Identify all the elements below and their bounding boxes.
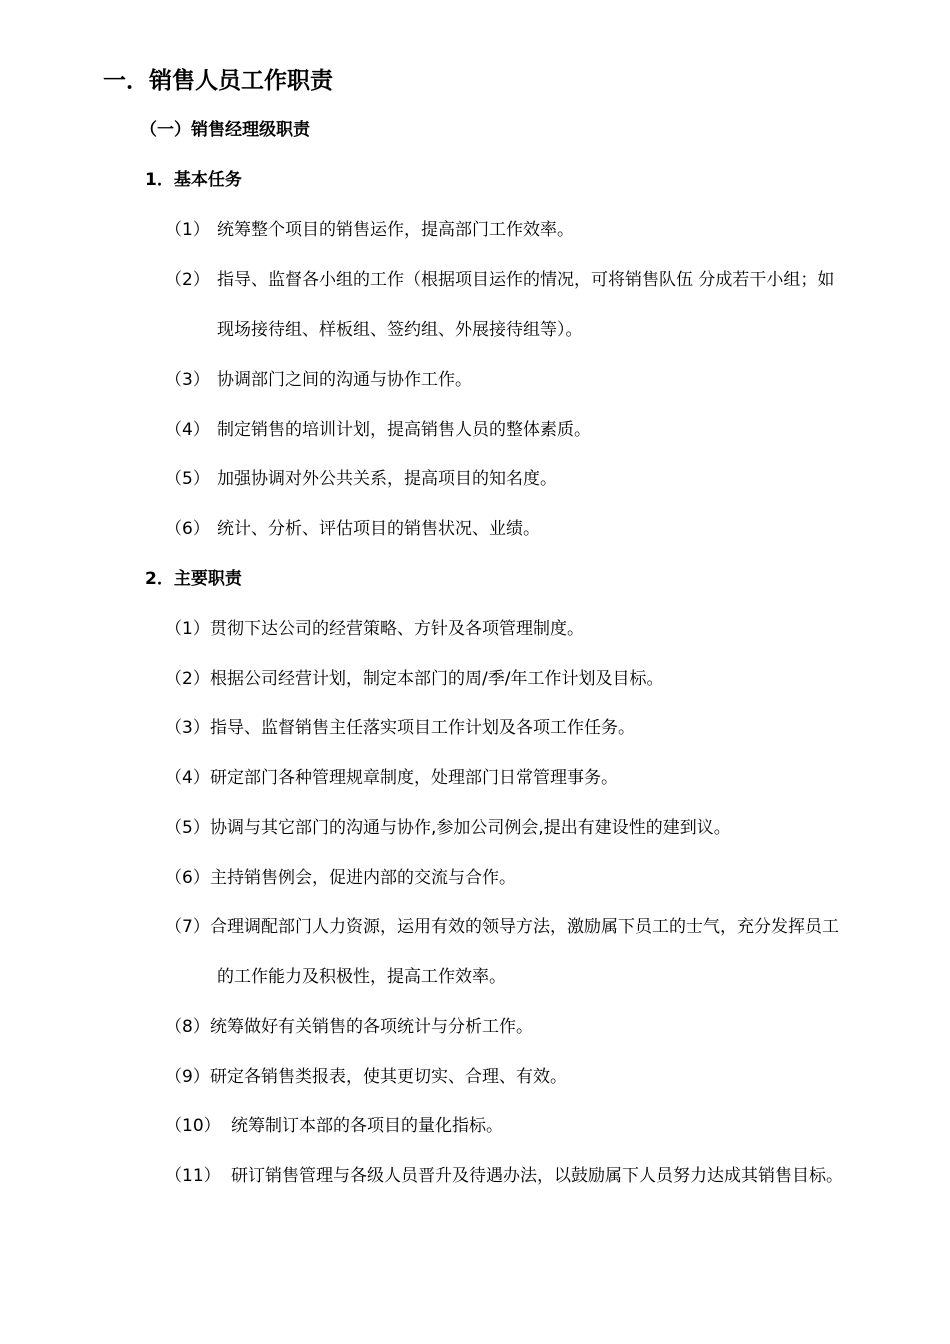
basic-task-number: （1） xyxy=(165,220,210,240)
basic-task-text: 统筹整个项目的销售运作，提高部门工作效率。 xyxy=(217,220,574,240)
main-duty-text: 指导、监督销售主任落实项目工作计划及各项工作任务。 xyxy=(210,718,635,738)
main-duty-number: （4） xyxy=(165,768,210,788)
section-heading: （一）销售经理级职责 xyxy=(140,120,310,140)
main-duty-number: （5） xyxy=(165,818,210,838)
document-title: 一．销售人员工作职责 xyxy=(103,68,333,94)
main-duty-number: （7） xyxy=(165,917,210,937)
basic-task-text: 加强协调对外公共关系，提高项目的知名度。 xyxy=(217,469,557,489)
main-duty-text: 贯彻下达公司的经营策略、方针及各项管理制度。 xyxy=(210,619,584,639)
basic-tasks-heading: 1．基本任务 xyxy=(145,170,242,190)
basic-task-text: 制定销售的培训计划，提高销售人员的整体素质。 xyxy=(217,420,591,440)
main-duty-text-continued: 的工作能力及积极性，提高工作效率。 xyxy=(217,967,506,987)
basic-task-number: （5） xyxy=(165,469,210,489)
basic-task-text: 协调部门之间的沟通与协作工作。 xyxy=(217,370,472,390)
basic-task-number: （3） xyxy=(165,370,210,390)
main-duty-text: 协调与其它部门的沟通与协作,参加公司例会,提出有建设性的建到议。 xyxy=(210,818,731,838)
main-duty-text: 研订销售管理与各级人员晋升及待遇办法，以鼓励属下人员努力达成其销售目标。 xyxy=(231,1166,843,1186)
main-duty-text: 研定部门各种管理规章制度，处理部门日常管理事务。 xyxy=(210,768,618,788)
main-duty-number: （6） xyxy=(165,868,210,888)
main-duty-text: 主持销售例会，促进内部的交流与合作。 xyxy=(210,868,516,888)
basic-task-text-continued: 现场接待组、样板组、签约组、外展接待组等）。 xyxy=(217,320,583,340)
main-duty-text: 根据公司经营计划，制定本部门的周/季/年工作计划及目标。 xyxy=(210,669,664,689)
main-duty-number: （10） xyxy=(165,1116,221,1136)
main-duty-number: （1） xyxy=(165,619,210,639)
main-duty-text: 统筹做好有关销售的各项统计与分析工作。 xyxy=(210,1017,533,1037)
basic-task-text: 统计、分析、评估项目的销售状况、业绩。 xyxy=(217,519,540,539)
basic-task-number: （4） xyxy=(165,420,210,440)
main-duty-number: （3） xyxy=(165,718,210,738)
main-duty-text: 合理调配部门人力资源，运用有效的领导方法，激励属下员工的士气，充分发挥员工 xyxy=(210,917,839,937)
main-duty-number: （11） xyxy=(165,1166,221,1186)
basic-task-number: （6） xyxy=(165,519,210,539)
basic-task-number: （2） xyxy=(165,270,210,290)
main-duty-number: （9） xyxy=(165,1067,210,1087)
basic-task-text: 指导、监督各小组的工作（根据项目运作的情况，可将销售队伍 分成若干小组；如 xyxy=(217,270,835,290)
main-duty-text: 研定各销售类报表，使其更切实、合理、有效。 xyxy=(210,1067,567,1087)
main-duty-number: （8） xyxy=(165,1017,210,1037)
main-duties-heading: 2．主要职责 xyxy=(145,569,242,589)
main-duty-number: （2） xyxy=(165,669,210,689)
main-duty-text: 统筹制订本部的各项目的量化指标。 xyxy=(231,1116,503,1136)
